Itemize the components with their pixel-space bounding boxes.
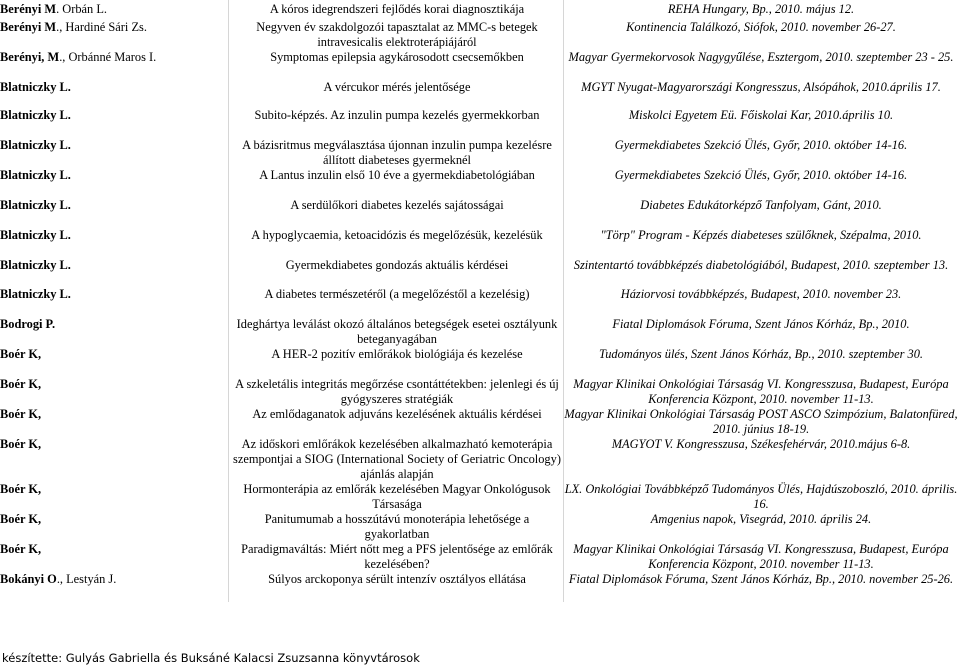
- table-row: [0, 198, 960, 228]
- author-name-bold: Berényi M: [0, 2, 57, 16]
- publication-table: [0, 2, 960, 602]
- table-row: [0, 542, 960, 572]
- table-row: [0, 407, 960, 437]
- author-coauthors: . Orbán L.: [56, 2, 108, 16]
- author-name-bold: Blatniczky L.: [0, 80, 71, 94]
- author-cell: [0, 512, 232, 542]
- author-name-bold: Blatniczky L.: [0, 258, 71, 272]
- author-name-bold: Boér K,: [0, 347, 42, 361]
- title-cell: Gyermekdiabetes gondozás aktuális kérdései: [285, 258, 509, 272]
- author-name-bold: Berényi M: [0, 20, 57, 34]
- title-cell: A bázisritmus megválasztása újonnan inzulin pumpa kezelésre állított diabeteses gyermeknél: [242, 138, 552, 167]
- compiler-footer: készítette: Gulyás Gabriella és Buksáné Kalacsi Zsuzsanna könyvtárosok: [2, 651, 420, 665]
- venue-cell: Magyar Gyermekorvosok Nagygyűlése, Esztergom, 2010. szeptember 23 - 25.: [568, 50, 954, 64]
- venue-cell: Fiatal Diplomások Fóruma, Szent János Kórház, Bp., 2010. november 25-26.: [568, 572, 954, 586]
- table-row: [0, 80, 960, 108]
- table-row: [0, 512, 960, 542]
- author-cell: [0, 50, 232, 80]
- publication-rows: [0, 2, 960, 602]
- venue-cell: MGYT Nyugat-Magyarországi Kongresszus, Alsópáhok, 2010.április 17.: [581, 80, 941, 94]
- venue-cell: Magyar Klinikai Onkológiai Társaság POST ASCO Szimpózium, Balatonfüred, 2010. június 18-19.: [564, 407, 958, 436]
- author-cell: [0, 347, 232, 377]
- venue-cell: Amgenius napok, Visegrád, 2010. április 24.: [650, 512, 872, 526]
- author-name-bold: Blatniczky L.: [0, 198, 71, 212]
- author-name-bold: Blatniczky L.: [0, 108, 71, 122]
- table-row: [0, 287, 960, 317]
- venue-cell: REHA Hungary, Bp., 2010. május 12.: [667, 2, 855, 16]
- author-cell: [0, 108, 232, 138]
- author-cell: [0, 572, 232, 602]
- table-row: [0, 228, 960, 258]
- author-coauthors: ., Lestyán J.: [56, 572, 117, 586]
- author-name-bold: Berényi, M: [0, 50, 60, 64]
- author-name-bold: Blatniczky L.: [0, 168, 71, 182]
- author-cell: [0, 377, 232, 407]
- title-cell: Symptomas epilepsia agykárosodott csecsemőkben: [270, 50, 524, 64]
- title-cell: Az emlődaganatok adjuváns kezelésének aktuális kérdései: [252, 407, 542, 421]
- title-cell: A hypoglycaemia, ketoacidózis és megelőzésük, kezelésük: [251, 228, 543, 242]
- author-cell: [0, 80, 232, 108]
- title-cell: A szkeletális integritás megőrzése csontáttétekben: jelenlegi és új gyógyszeres stratégiák: [235, 377, 559, 406]
- venue-cell: Magyar Klinikai Onkológiai Társaság VI. Kongresszusa, Budapest, Európa Konferencia Központ, 2010. november 11-13.: [573, 377, 949, 406]
- author-cell: [0, 198, 232, 228]
- author-name-bold: Boér K,: [0, 407, 42, 421]
- venue-cell: "Törp" Program - Képzés diabeteses szülőknek, Szépalma, 2010.: [600, 228, 922, 242]
- author-name-bold: Bokányi O: [0, 572, 57, 586]
- venue-cell: Szintentartó továbbképzés diabetológiából, Budapest, 2010. szeptember 13.: [573, 258, 949, 272]
- venue-cell: Miskolci Egyetem Eü. Főiskolai Kar, 2010.április 10.: [628, 108, 894, 122]
- venue-cell: Háziorvosi továbbképzés, Budapest, 2010. november 23.: [620, 287, 902, 301]
- title-cell: Negyven év szakdolgozói tapasztalat az MMC-s betegek intravesicalis elektroterápiájáról: [256, 20, 538, 49]
- title-cell: Hormonterápia az emlőrák kezelésében Magyar Onkológusok Társasága: [243, 482, 551, 511]
- author-name-bold: Boér K,: [0, 542, 42, 556]
- table-row: [0, 258, 960, 287]
- author-name-bold: Boér K,: [0, 377, 42, 391]
- venue-cell: Magyar Klinikai Onkológiai Társaság VI. Kongresszusa, Budapest, Európa Konferencia Központ, 2010. november 11-13.: [573, 542, 949, 571]
- title-cell: A HER-2 pozitív emlőrákok biológiája és kezelése: [271, 347, 523, 361]
- author-cell: [0, 258, 232, 287]
- author-name-bold: Boér K,: [0, 482, 42, 496]
- table-row: [0, 20, 960, 50]
- author-cell: [0, 317, 232, 347]
- title-cell: A serdülőkori diabetes kezelés sajátosságai: [290, 198, 504, 212]
- venue-cell: Gyermekdiabetes Szekció Ülés, Győr, 2010. október 14-16.: [614, 168, 908, 182]
- author-coauthors: ., Hardiné Sári Zs.: [56, 20, 147, 34]
- author-name-bold: Boér K,: [0, 512, 42, 526]
- author-name-bold: Blatniczky L.: [0, 228, 71, 242]
- author-cell: [0, 437, 232, 482]
- author-cell: [0, 228, 232, 258]
- venue-cell: LX. Onkológiai Továbbképző Tudományos Ülés, Hajdúszoboszló, 2010. április. 16.: [564, 482, 958, 511]
- title-cell: A vércukor mérés jelentősége: [323, 80, 471, 94]
- title-cell: Paradigmaváltás: Miért nőtt meg a PFS jelentősége az emlőrák kezelésében?: [241, 542, 553, 571]
- table-row: [0, 482, 960, 512]
- author-cell: [0, 482, 232, 512]
- venue-cell: Fiatal Diplomások Fóruma, Szent János Kórház, Bp., 2010.: [612, 317, 910, 331]
- venue-cell: Kontinencia Találkozó, Siófok, 2010. november 26-27.: [626, 20, 896, 34]
- venue-cell: Gyermekdiabetes Szekció Ülés, Győr, 2010. október 14-16.: [614, 138, 908, 152]
- title-cell: A diabetes természetéről (a megelőzéstől a kezelésig): [264, 287, 530, 301]
- table-row: [0, 317, 960, 347]
- author-name-bold: Blatniczky L.: [0, 287, 71, 301]
- author-cell: [0, 407, 232, 437]
- title-cell: A Lantus inzulin első 10 éve a gyermekdiabetológiában: [259, 168, 535, 182]
- title-cell: Ideghártya leválást okozó általános betegségek esetei osztályunk beteganyagában: [236, 317, 558, 346]
- author-cell: [0, 2, 232, 20]
- table-row: [0, 437, 960, 482]
- author-coauthors: ., Orbánné Maros I.: [59, 50, 157, 64]
- venue-cell: MAGYOT V. Kongresszusa, Székesfehérvár, 2010.május 6-8.: [611, 437, 911, 451]
- table-row: [0, 138, 960, 168]
- table-row: [0, 2, 960, 20]
- author-cell: [0, 138, 232, 168]
- title-cell: Subito-képzés. Az inzulin pumpa kezelés gyermekkorban: [254, 108, 540, 122]
- title-cell: Panitumumab a hosszútávú monoterápia lehetősége a gyakorlatban: [264, 512, 530, 541]
- title-cell: Az időskori emlőrákok kezelésében alkalmazható kemoterápia szempontjai a SIOG (International Society of Geriatric Oncology) ajánlás alapján: [233, 437, 561, 481]
- author-name-bold: Boér K,: [0, 437, 42, 451]
- table-row: [0, 377, 960, 407]
- author-name-bold: Blatniczky L.: [0, 138, 71, 152]
- author-cell: [0, 287, 232, 317]
- table-row: [0, 168, 960, 198]
- author-cell: [0, 542, 232, 572]
- venue-cell: Diabetes Edukátorképző Tanfolyam, Gánt, 2010.: [640, 198, 882, 212]
- author-cell: [0, 20, 232, 50]
- venue-cell: Tudományos ülés, Szent János Kórház, Bp., 2010. szeptember 30.: [599, 347, 923, 361]
- table-row: [0, 108, 960, 138]
- table-row: [0, 347, 960, 377]
- table-row: [0, 50, 960, 80]
- author-cell: [0, 168, 232, 198]
- title-cell: Súlyos arckoponya sérült intenzív osztályos ellátása: [268, 572, 526, 586]
- title-cell: A kóros idegrendszeri fejlődés korai diagnosztikája: [269, 2, 525, 16]
- table-row: [0, 572, 960, 602]
- author-name-bold: Bodrogi P.: [0, 317, 56, 331]
